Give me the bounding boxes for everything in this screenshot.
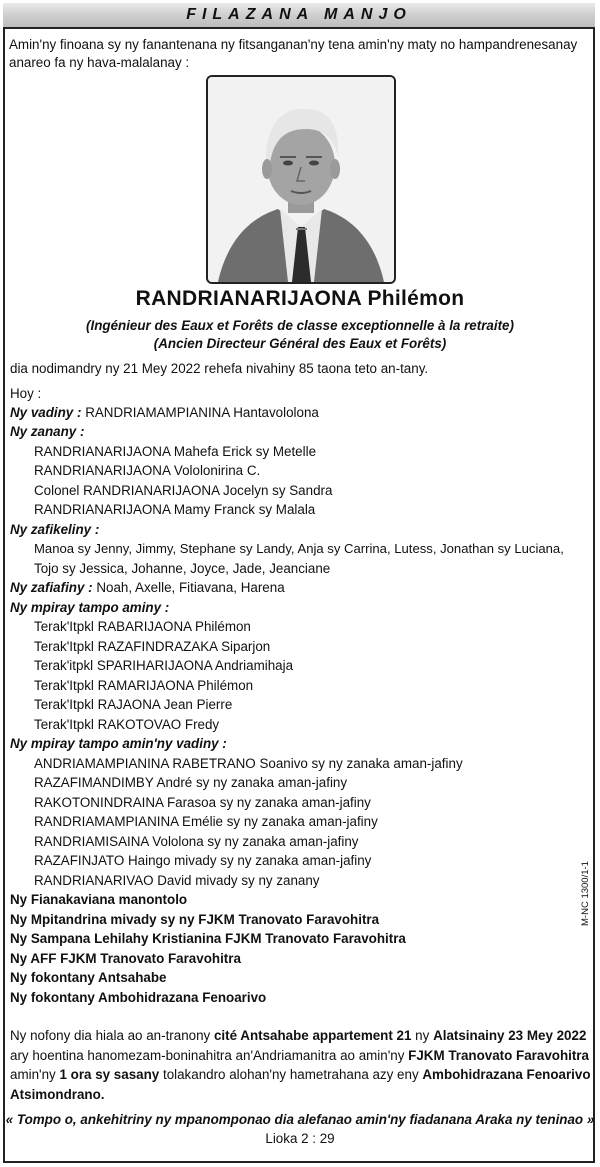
zafikeliny-label: Ny zafikeliny :	[10, 522, 100, 537]
hoy-label: Hoy :	[10, 386, 42, 401]
vadiny-label: Ny vadiny :	[10, 405, 82, 420]
portrait-icon	[208, 77, 394, 282]
funeral-text: ary hoentina hanomezam-boninahitra an'Andriamanitra ao amin'ny	[10, 1047, 405, 1063]
other-mourner: Ny Fianakaviana manontolo	[10, 892, 188, 907]
funeral-burial-place: Ambohidrazana Fenoarivo Atsimondrano	[10, 1067, 591, 1102]
list-item: Tojo sy Jessica, Johanne, Joyce, Jade, Jeanciane	[34, 561, 331, 576]
notice-header: FILAZANA MANJO	[3, 3, 595, 29]
list-item: Terak'Itpkl RAJAONA Jean Pierre	[34, 697, 233, 712]
zafiafiny-label: Ny zafiafiny :	[10, 580, 93, 595]
list-item: RANDRIANARIVAO David mivady sy ny zanany	[34, 873, 320, 888]
funeral-text: Ny nofony dia hiala ao an-tranony	[10, 1028, 211, 1043]
bible-verse: Lioka 2 : 29	[265, 1131, 335, 1146]
list-item: RANDRIANARIJAONA Mamy Franck sy Malala	[34, 502, 316, 517]
vadiny-line	[10, 403, 319, 423]
list-item: RAZAFINJATO Haingo mivady sy ny zanaka aman-jafiny	[34, 853, 372, 868]
other-mourner: Ny AFF FJKM Tranovato Faravohitra	[10, 951, 241, 966]
funeral-text: ny	[415, 1028, 430, 1043]
funeral-text: amin'ny	[10, 1067, 56, 1082]
list-item: Terak'Itpkl RABARIJAONA Philémon	[34, 619, 251, 634]
reference-code: M-NC 1300/1-1	[580, 861, 591, 926]
list-item: Terak'Itpkl RAMARIJAONA Philémon	[34, 678, 254, 693]
zafiafiny-names: Noah, Axelle, Fitiavana, Harena	[96, 580, 285, 595]
zanany-label: Ny zanany :	[10, 424, 85, 439]
list-item: Colonel RANDRIANARIJAONA Jocelyn sy Sandra	[34, 483, 333, 498]
list-item: Terak'Itpkl RAZAFINDRAZAKA Siparjon	[34, 639, 271, 654]
funeral-paragraph	[10, 1026, 592, 1104]
funeral-church: FJKM Tranovato Faravohitra	[408, 1047, 589, 1063]
other-mourner: Ny Mpitandrina mivady sy ny FJKM Tranovato Faravohitra	[10, 912, 380, 927]
list-item: RAZAFIMANDIMBY André sy ny zanaka aman-jafiny	[34, 775, 348, 790]
funeral-date: Alatsinainy 23 Mey 2022	[433, 1028, 587, 1043]
list-item: Manoa sy Jenny, Jimmy, Stephane sy Landy, Anja sy Carrina, Lutess, Jonathan sy Luciana,	[34, 541, 564, 556]
mpiray-label: Ny mpiray tampo aminy :	[10, 600, 170, 615]
zafiafiny-line	[10, 578, 285, 598]
list-item: Terak'Itpkl RAKOTOVAO Fredy	[34, 717, 220, 732]
other-mourner: Ny fokontany Antsahabe	[10, 970, 167, 985]
portrait-photo	[206, 75, 396, 284]
funeral-text: tolakandro alohan'ny hametrahana azy eny	[162, 1067, 419, 1082]
list-item: RANDRIAMAMPIANINA Emélie sy ny zanaka aman-jafiny	[34, 814, 378, 829]
list-item: RANDRIANARIJAONA Mahefa Erick sy Metelle	[34, 444, 317, 459]
deceased-name: RANDRIANARIJAONA Philémon	[135, 287, 465, 310]
list-item: ANDRIAMAMPIANINA RABETRANO Soanivo sy ny zanaka aman-jafiny	[34, 756, 463, 771]
deceased-title-1: (Ingénieur des Eaux et Forêts de classe exceptionnelle à la retraite)	[86, 318, 514, 333]
funeral-place: cité Antsahabe appartement 21	[213, 1028, 412, 1043]
funeral-time: 1 ora sy sasany	[59, 1067, 160, 1082]
list-item: RANDRIAMISAINA Vololona sy ny zanaka aman-jafiny	[34, 834, 359, 849]
list-item: RANDRIANARIJAONA Vololonirina C.	[34, 463, 261, 478]
death-notice: dia nodimandry ny 21 Mey 2022 rehefa nivahiny 85 taona teto an-tany.	[10, 361, 429, 376]
intro-text: Amin'ny finoana sy ny fanantenana ny fitsanganan'ny tena amin'ny maty no hampandrenesanay anareo fa ny hava-malalanay :	[9, 37, 578, 70]
list-item: RAKOTONINDRAINA Farasoa sy ny zanaka aman-jafiny	[34, 795, 371, 810]
list-item: Terak'itpkl SPARIHARIJAONA Andriamihaja	[34, 658, 294, 673]
deceased-title-2: (Ancien Directeur Général des Eaux et Forêts)	[153, 336, 447, 351]
funeral-text: .	[100, 1086, 105, 1102]
mpiray-vady-label: Ny mpiray tampo amin'ny vadiny :	[10, 736, 227, 751]
vadiny-name: RANDRIAMAMPIANINA Hantavololona	[85, 405, 319, 420]
other-mourner: Ny Sampana Lehilahy Kristianina FJKM Tranovato Faravohitra	[10, 931, 406, 946]
bible-quote: « Tompo o, ankehitriny ny mpanomponao dia alefanao amin'ny fiadanana Araka ny teninao »	[5, 1112, 595, 1127]
other-mourner: Ny fokontany Ambohidrazana Fenoarivo	[10, 990, 267, 1005]
